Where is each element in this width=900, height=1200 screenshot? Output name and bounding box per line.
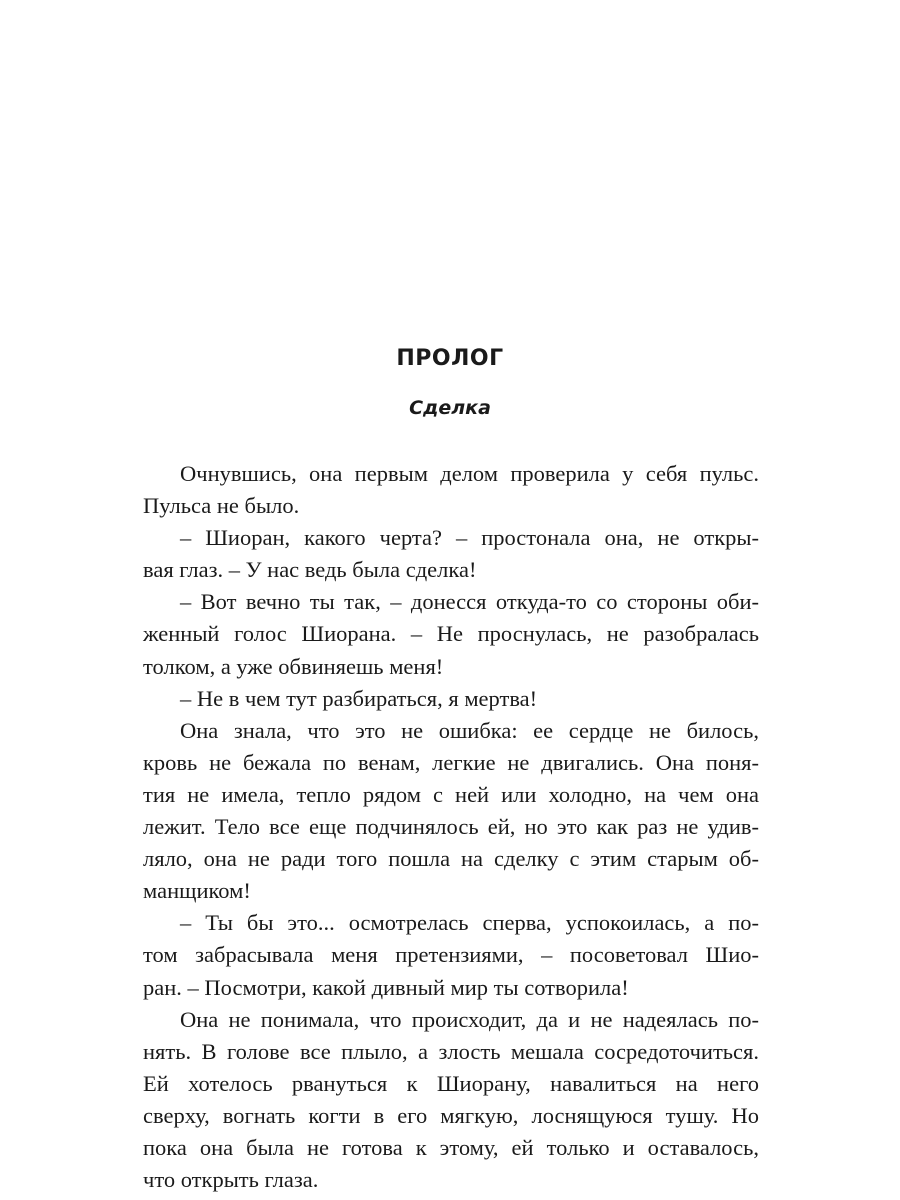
text-line: Пульса не было. <box>143 493 300 519</box>
text-line: сверху, вогнать когти в его мягкую, лоснящуюся тушу. Но <box>143 1102 759 1128</box>
text-line: Ей хотелось рвануться к Шиорану, навалиться на него <box>143 1070 759 1096</box>
text-line: Очнувшись, она первым делом проверила у себя пульс. <box>180 461 759 486</box>
text-line: пока она была не готова к этому, ей только и оставалось, <box>143 1134 759 1160</box>
text-line: толком, а уже обвиняешь меня! <box>143 653 444 679</box>
chapter-title: ПРОЛОГ <box>396 346 504 371</box>
text-line: вая глаз. – У нас ведь была сделка! <box>143 557 477 583</box>
text-line: ляло, она не ради того пошла на сделку с этим старым об- <box>143 846 759 872</box>
text-line: Она не понимала, что происходит, да и не надеялась по- <box>180 1006 759 1032</box>
chapter-subtitle: Сделка <box>409 397 491 419</box>
text-line: что открыть глаза. <box>143 1167 319 1193</box>
chapter-body <box>143 458 759 1196</box>
text-line: лежит. Тело все еще подчинялось ей, но это как раз не удив- <box>143 814 759 840</box>
text-line: – Вот вечно ты так, – донесся откуда-то со стороны оби- <box>180 589 759 615</box>
text-line: – Ты бы это... осмотрелась сперва, успокоилась, а по- <box>180 910 759 936</box>
text-line: – Не в чем тут разбираться, я мертва! <box>180 685 538 711</box>
text-line: тия не имела, тепло рядом с ней или холодно, на чем она <box>143 781 759 807</box>
text-line: – Шиоран, какого черта? – простонала она, не откры- <box>180 525 759 551</box>
text-line: том забрасывала меня претензиями, – посоветовал Шио- <box>143 942 759 968</box>
text-line: манщиком! <box>143 878 251 904</box>
text-line: ран. – Посмотри, какой дивный мир ты сотворила! <box>143 974 629 1000</box>
text-line: Она знала, что это не ошибка: ее сердце не билось, <box>180 717 759 743</box>
text-line: кровь не бежала по венам, легкие не двигались. Она поня- <box>143 749 759 775</box>
text-line: нять. В голове все плыло, а злость мешала сосредоточиться. <box>143 1038 759 1064</box>
text-line: женный голос Шиорана. – Не проснулась, не разобралась <box>143 621 759 647</box>
